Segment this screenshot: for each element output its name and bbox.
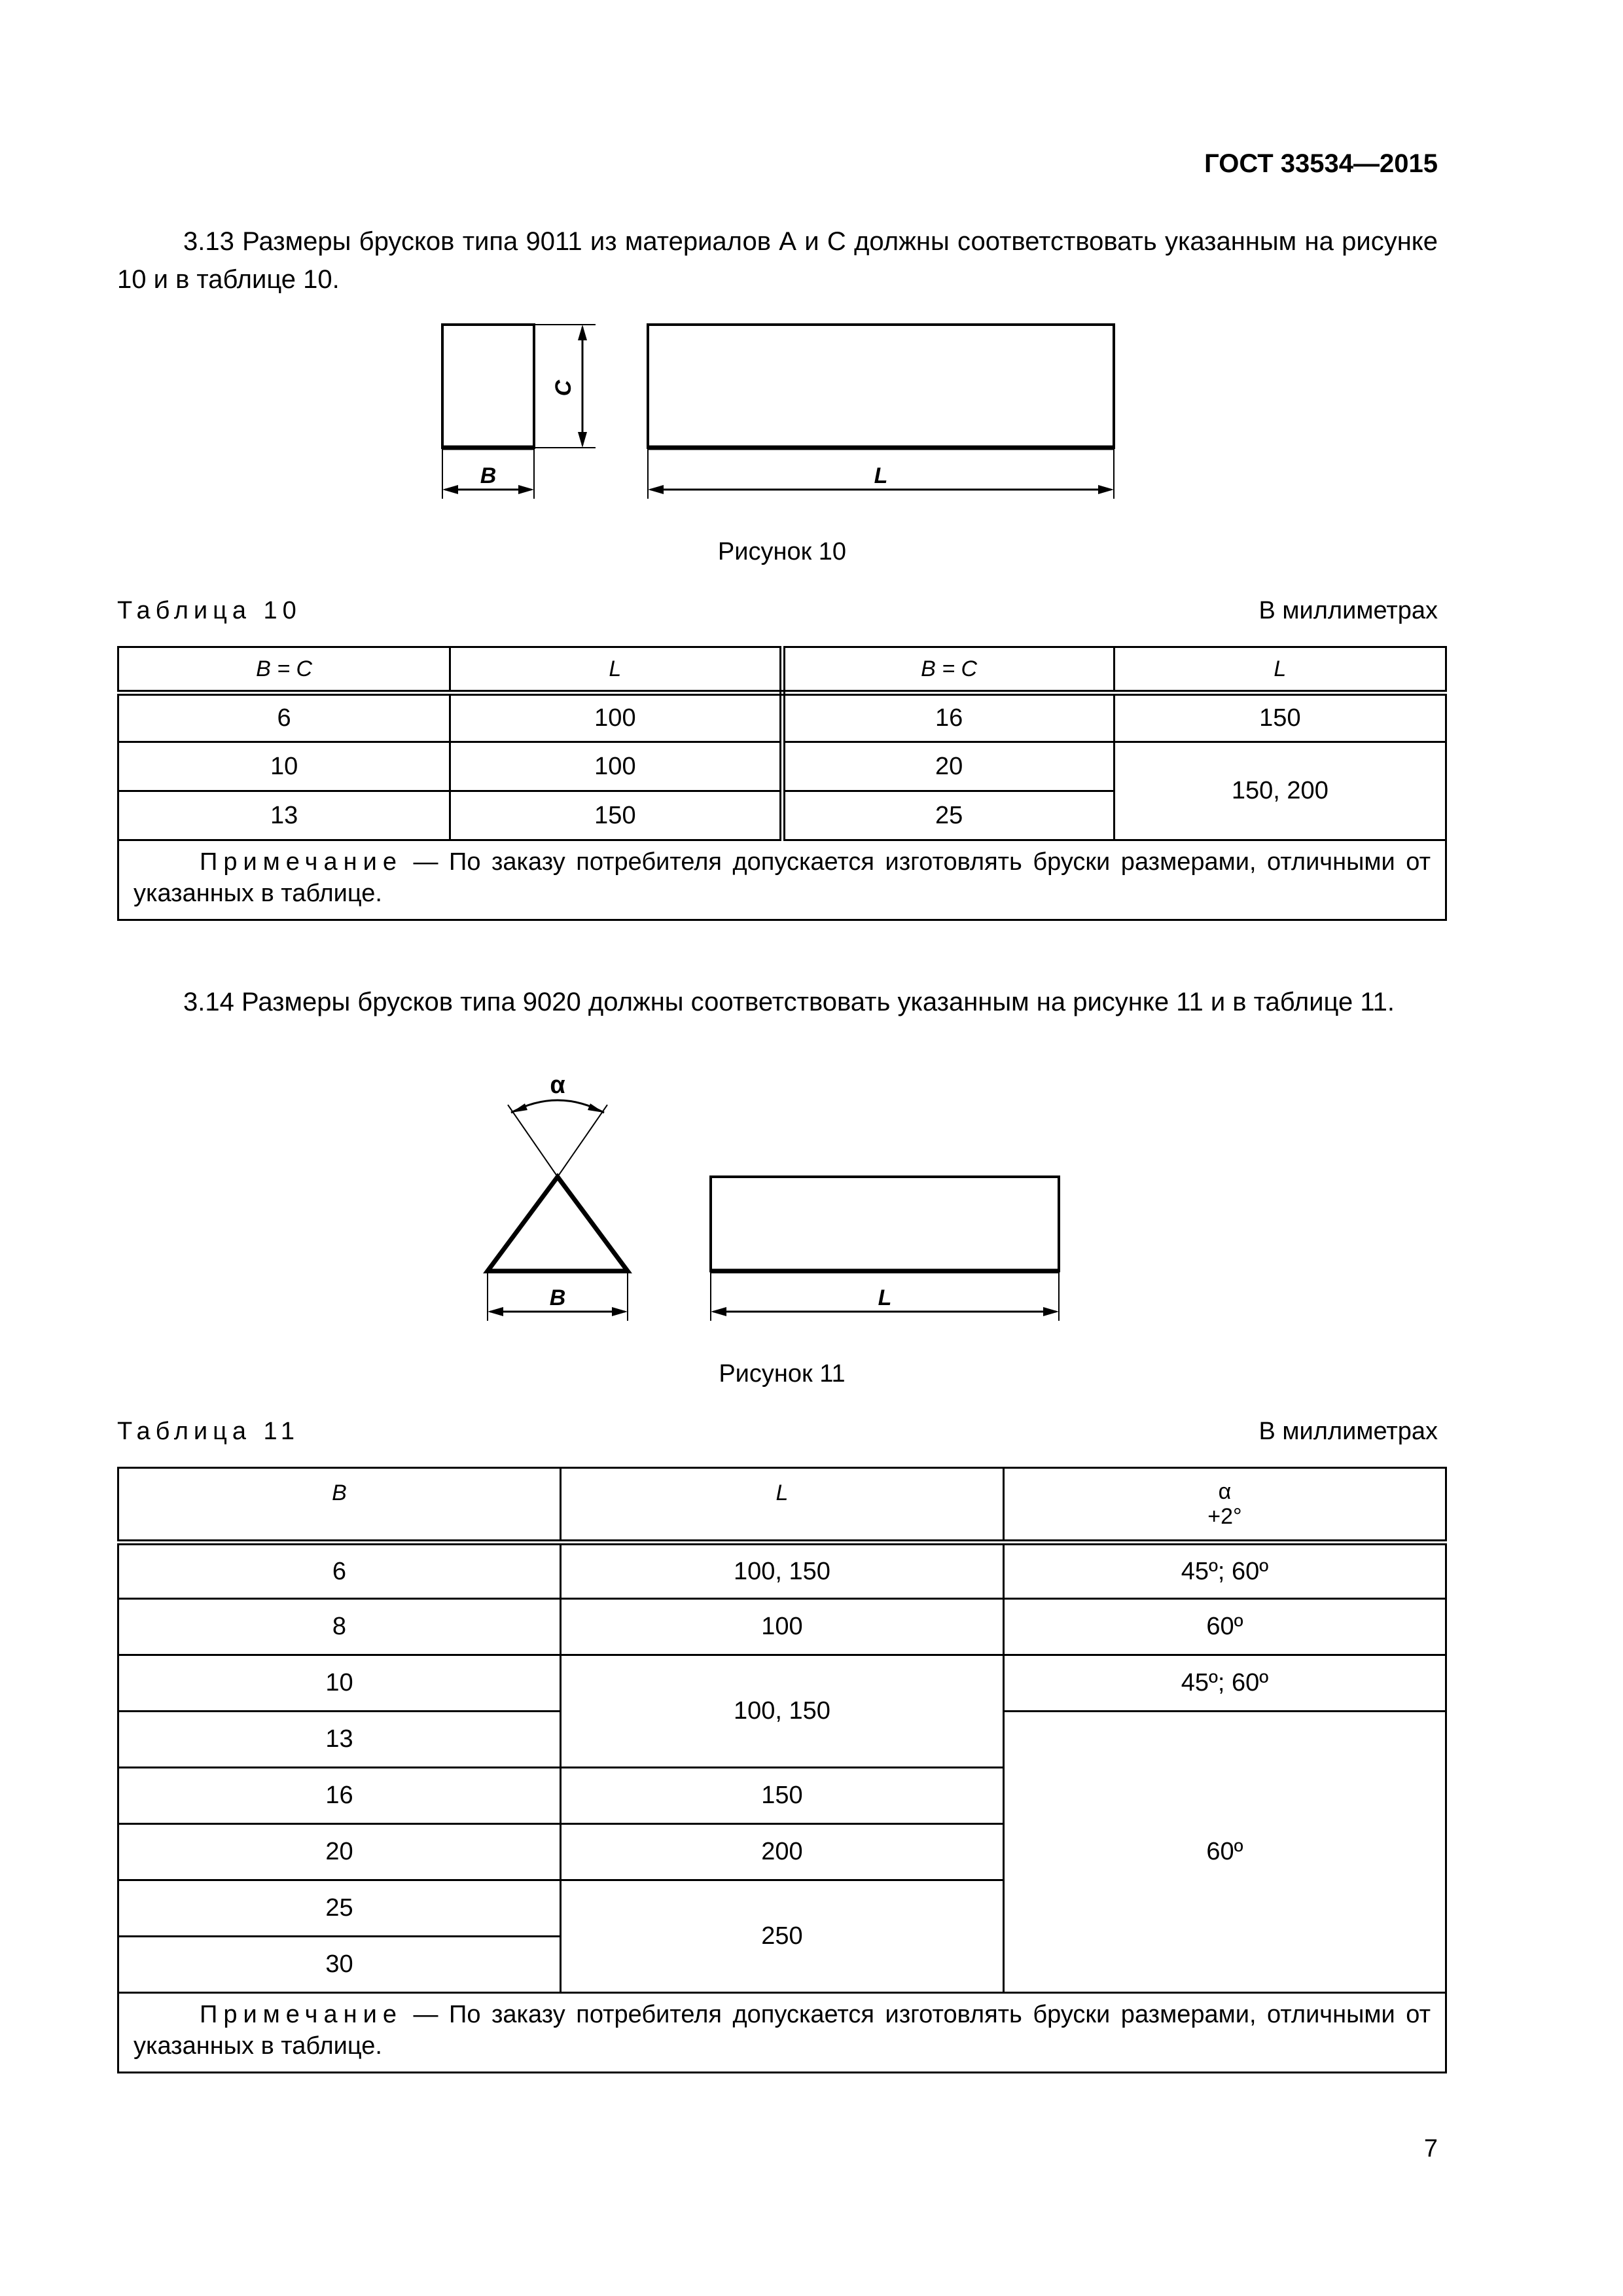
table-cell: 150 [1114,693,1446,742]
alpha-symbol: α [1218,1479,1232,1504]
note-label: Примечание [200,2001,402,2028]
table-cell: 45º; 60º [1003,1543,1446,1599]
fig10-label-l: L [874,463,888,488]
table-row [118,693,1446,742]
table-10-header-bc: B = C [782,647,1114,693]
fig11-triangle-profile [488,1177,628,1271]
table-cell: 20 [118,1824,561,1880]
note-label: Примечание [200,848,402,876]
table-cell: 150, 200 [1114,742,1446,840]
table-cell: 25 [118,1880,561,1937]
table-10-header-l: L [450,647,782,693]
fig11-label-l: L [878,1285,892,1310]
fig11-length-view [711,1177,1059,1271]
table-11-header-alpha [1003,1468,1446,1543]
table-cell: 10 [118,1655,561,1712]
note-text: — По заказу потребителя допускается изготовлять бруски размерами, отличными от указанных в таблице. [134,848,1431,907]
table-11-title: Таблица 11 [117,1418,300,1445]
fig10-label-c: C [551,380,576,397]
table-cell: 100 [450,693,782,742]
table-cell: 100 [560,1599,1003,1655]
figure-10-drawing [432,314,1126,504]
table-cell: 150 [450,791,782,840]
table-cell: 200 [560,1824,1003,1880]
table-cell: 60º [1003,1599,1446,1655]
table-cell: 20 [782,742,1114,791]
table-row [118,1543,1446,1599]
table-11-header-b: B [118,1468,561,1543]
figure-11-drawing [465,1060,1093,1322]
table-cell: 25 [782,791,1114,840]
fig10-cross-section [442,325,534,448]
table-cell: 16 [118,1768,561,1824]
table-10 [117,646,1447,921]
table-10-note [118,840,1446,920]
fig10-length-view [648,325,1114,448]
table-row [118,1655,1446,1712]
table-cell: 30 [118,1937,561,1993]
section-3-14-text: 3.14 Размеры брусков типа 9020 должны соответствовать указанным на рисунке 11 и в таблице 11. [183,988,1395,1016]
table-cell: 16 [782,693,1114,742]
table-cell: 150 [560,1768,1003,1824]
fig10-label-b: B [480,463,497,488]
table-11-units: В миллиметрах [1258,1418,1438,1445]
table-row [118,742,1446,791]
table-cell: 45º; 60º [1003,1655,1446,1712]
table-10-title: Таблица 10 [117,597,302,624]
table-cell: 250 [560,1880,1003,1993]
table-cell: 100, 150 [560,1543,1003,1599]
table-cell: 100, 150 [560,1655,1003,1768]
table-row [118,840,1446,920]
table-cell: 13 [118,1712,561,1768]
table-10-header-bc: B = C [118,647,450,693]
page-number: 7 [1423,2135,1438,2162]
table-11 [117,1467,1447,2073]
table-row [118,1468,1446,1543]
section-3-13-text: 3.13 Размеры брусков типа 9011 из материалов А и С должны соответствовать указанным на рисунке 10 и в таблице 10. [117,227,1438,294]
figure-11-caption: Рисунок 11 [719,1360,846,1388]
table-row [118,1993,1446,2073]
alpha-tolerance: +2° [1207,1504,1242,1529]
table-10-header-l: L [1114,647,1446,693]
fig11-label-alpha: α [550,1071,565,1099]
document-id: ГОСТ 33534—2015 [1204,149,1438,178]
table-11-note [118,1993,1446,2073]
table-cell: 13 [118,791,450,840]
table-cell: 6 [118,1543,561,1599]
table-11-header-l: L [560,1468,1003,1543]
table-cell: 60º [1003,1712,1446,1993]
table-cell: 6 [118,693,450,742]
table-cell: 10 [118,742,450,791]
note-text: — По заказу потребителя допускается изготовлять бруски размерами, отличными от указанных в таблице. [134,2001,1431,2060]
table-10-units: В миллиметрах [1258,597,1438,624]
fig11-label-b: B [549,1285,566,1310]
figure-10-caption: Рисунок 10 [717,538,847,565]
table-row [118,647,1446,693]
table-cell: 8 [118,1599,561,1655]
table-cell: 100 [450,742,782,791]
table-row [118,1599,1446,1655]
